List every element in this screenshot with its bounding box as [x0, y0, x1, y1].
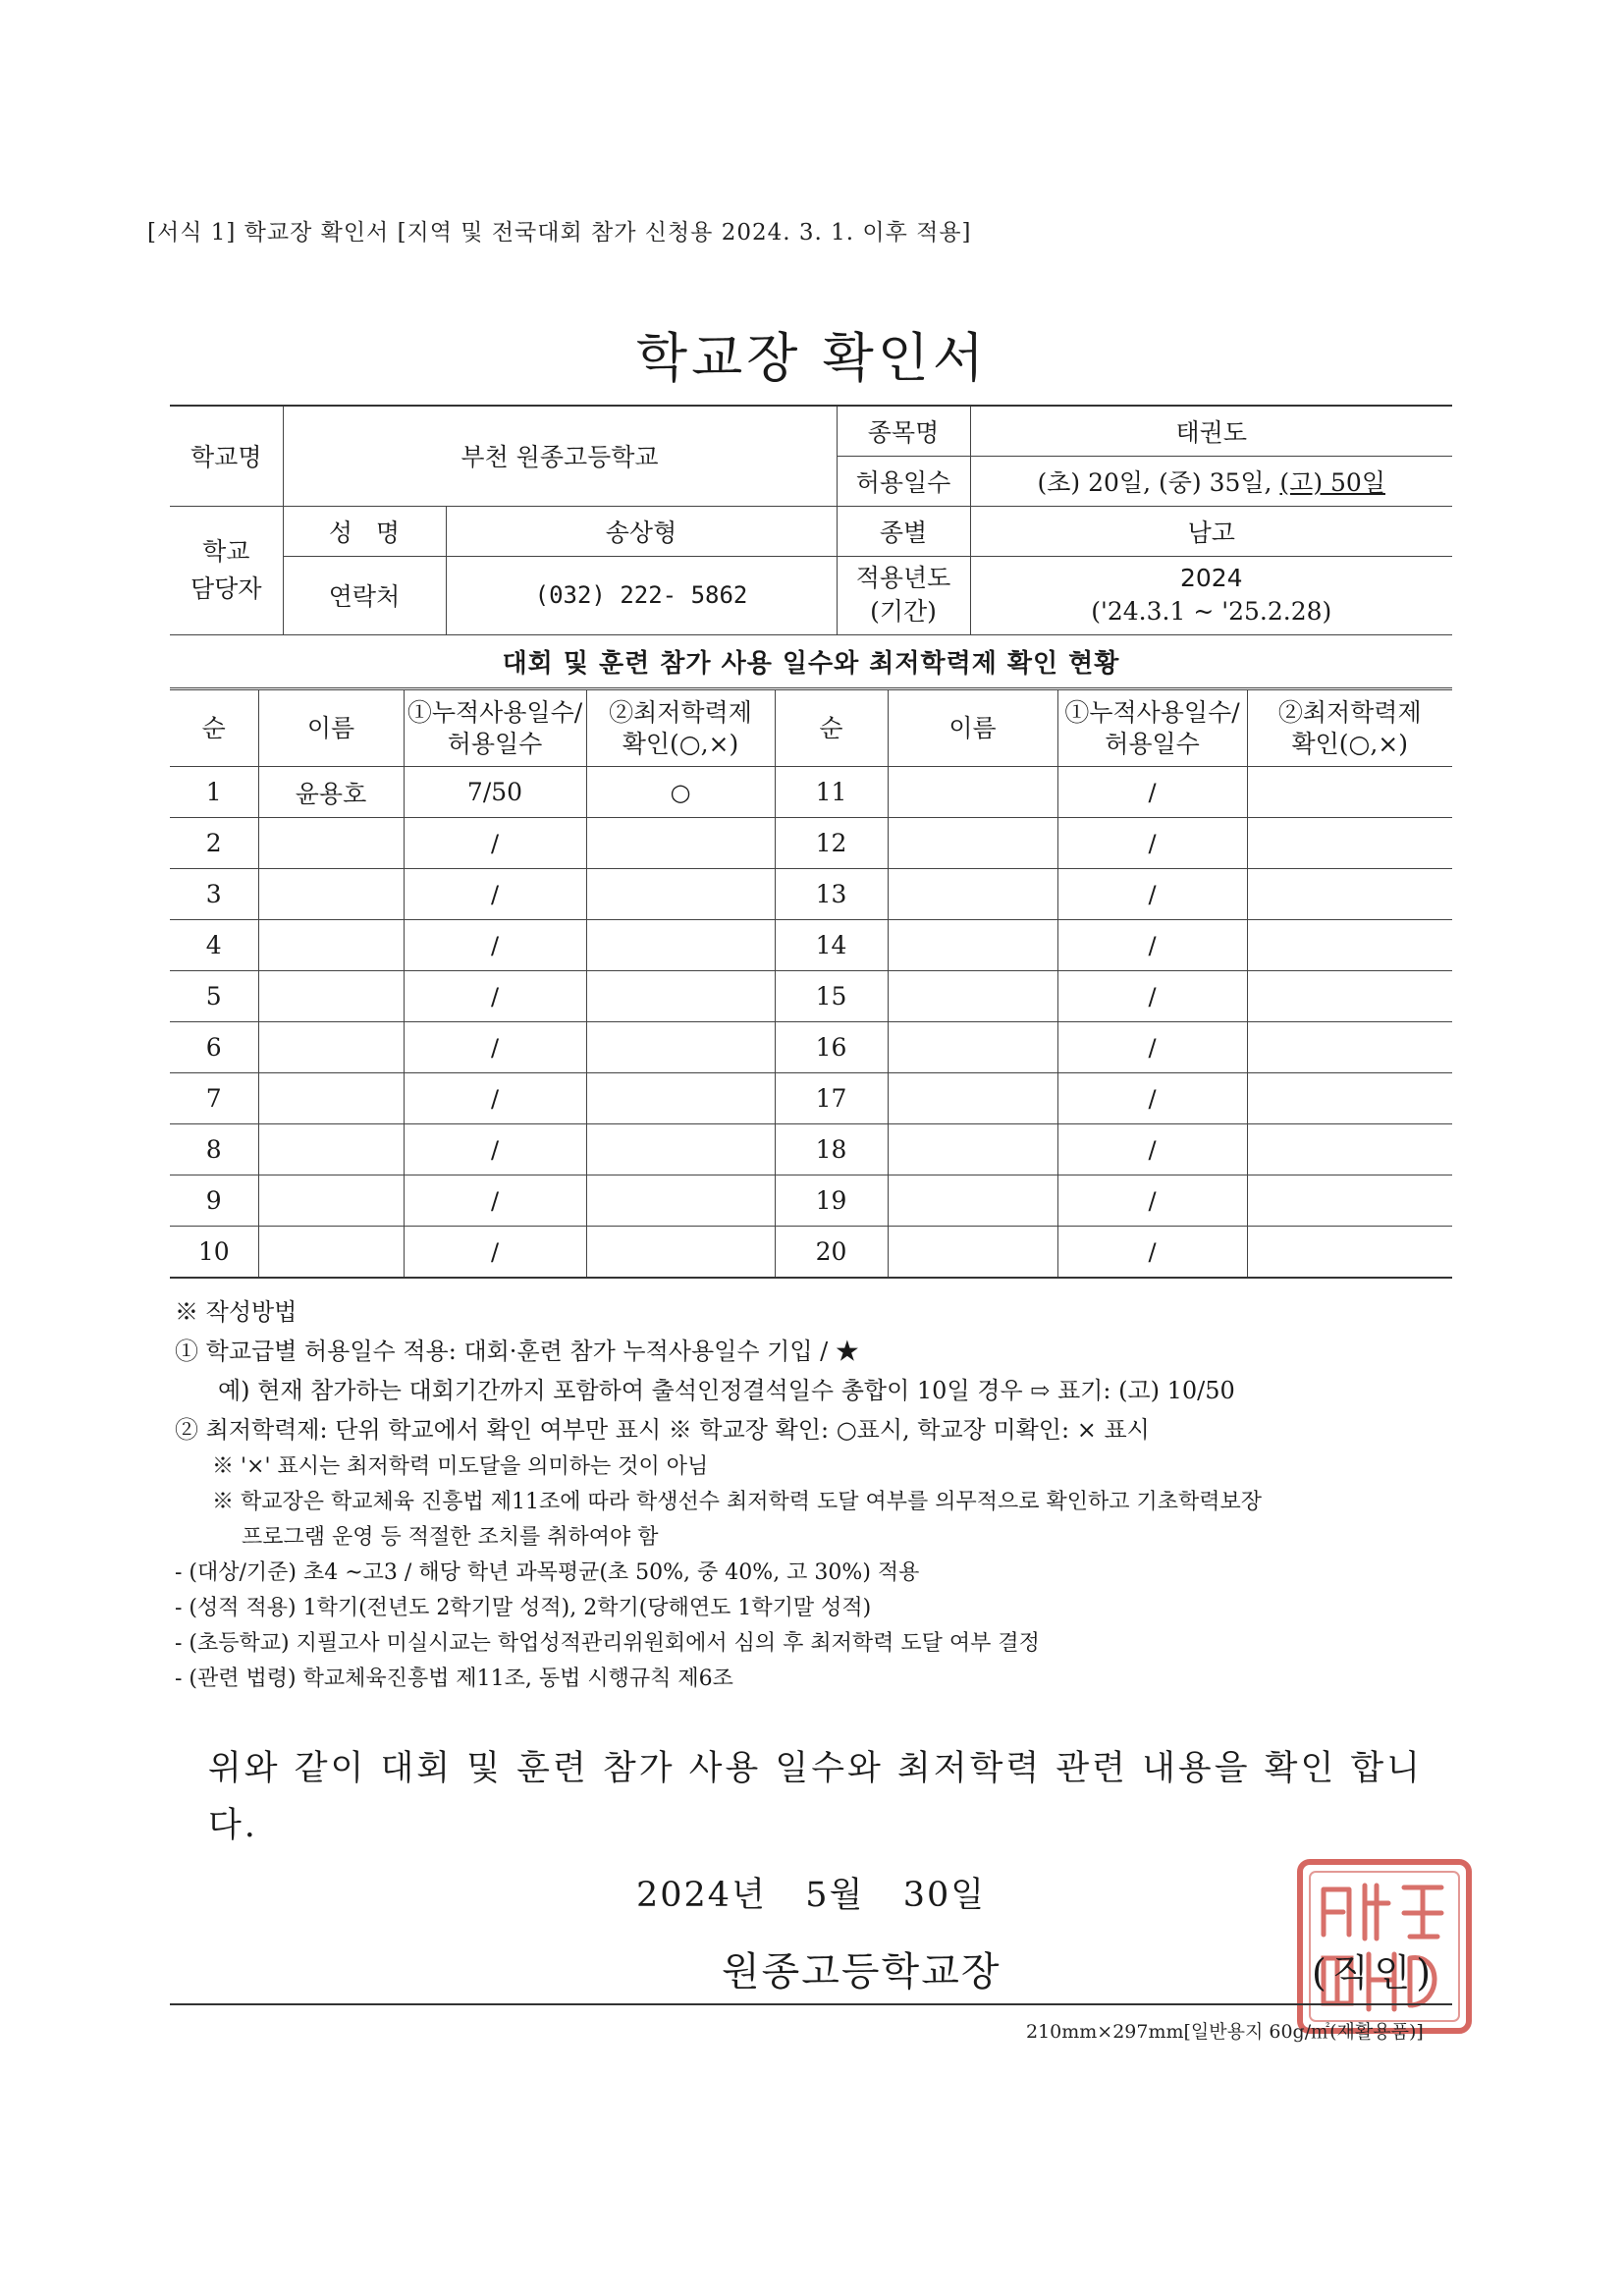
row-days: / — [1057, 1175, 1247, 1227]
row-no: 20 — [775, 1227, 888, 1279]
row-check — [1247, 869, 1452, 920]
row-name — [888, 1073, 1057, 1124]
allowed-days-prefix: (초) 20일, (중) 35일, — [1037, 467, 1280, 497]
row-no: 4 — [170, 920, 258, 971]
row-days: / — [1057, 920, 1247, 971]
header-check-right — [1247, 690, 1452, 767]
row-name: 윤용호 — [258, 767, 404, 818]
row-no: 3 — [170, 869, 258, 920]
row-no: 2 — [170, 818, 258, 869]
row-name — [258, 818, 404, 869]
row-days: / — [404, 1073, 586, 1124]
row-no: 1 — [170, 767, 258, 818]
table-row — [170, 1175, 1452, 1227]
header-check-2: 확인(○,×) — [622, 729, 739, 758]
instruction-2-note-b-cont: 프로그램 운영 등 적절한 조치를 취하여야 함 — [242, 1525, 659, 1550]
manager-label-2: 담당자 — [190, 574, 262, 603]
rule-law: - (관련 법령) 학교체육진흥법 제11조, 동법 시행규칙 제6조 — [175, 1667, 733, 1691]
header-days-1: ①누적사용일수/ — [406, 698, 583, 728]
name-value: 송상형 — [446, 506, 837, 556]
year-label-1: 적용년도 — [855, 564, 951, 592]
row-days: / — [404, 1022, 586, 1073]
row-days: / — [1057, 1124, 1247, 1175]
row-name — [888, 1124, 1057, 1175]
table-row — [170, 1073, 1452, 1124]
row-name — [888, 920, 1057, 971]
period-value: ('24.3.1 ~ '25.2.28) — [1091, 597, 1332, 626]
category-label: 종별 — [837, 506, 970, 556]
row-name — [888, 1227, 1057, 1279]
table-row — [170, 920, 1452, 971]
header-days-right — [1057, 690, 1247, 767]
contact-value: (032) 222- 5862 — [446, 556, 837, 634]
row-no: 17 — [775, 1073, 888, 1124]
principal-title: 원종고등학교장 — [722, 1949, 1001, 1995]
row-no: 14 — [775, 920, 888, 971]
header-no-left: 순 — [170, 690, 258, 767]
manager-label-1: 학교 — [202, 536, 250, 566]
row-check — [586, 971, 775, 1022]
status-table-title: 대회 및 훈련 참가 사용 일수와 최저학력제 확인 현황 — [170, 640, 1452, 688]
row-days: / — [1057, 869, 1247, 920]
row-name — [888, 818, 1057, 869]
allowed-days-value — [970, 456, 1452, 506]
table-row — [170, 767, 1452, 818]
rule-grades: - (성적 적용) 1학기(전년도 2학기말 성적), 2학기(당해연도 1학기말 성적) — [175, 1596, 872, 1620]
row-check — [1247, 1175, 1452, 1227]
row-name — [258, 920, 404, 971]
header-name-right: 이름 — [888, 690, 1057, 767]
status-table — [170, 689, 1452, 1279]
row-name — [258, 1175, 404, 1227]
row-days: / — [404, 920, 586, 971]
form-label: [서식 1] 학교장 확인서 [지역 및 전국대회 참가 신청용 2024. 3. 1. 이후 적용] — [147, 220, 972, 246]
row-check — [1247, 767, 1452, 818]
row-days: / — [404, 1175, 586, 1227]
row-check — [1247, 1022, 1452, 1073]
row-check — [1247, 1227, 1452, 1279]
row-no: 16 — [775, 1022, 888, 1073]
seal-label: (직인) — [1312, 1951, 1437, 1995]
school-value: 부천 원종고등학교 — [283, 406, 837, 506]
row-no: 13 — [775, 869, 888, 920]
row-name — [258, 1073, 404, 1124]
row-check — [1247, 1073, 1452, 1124]
row-check: ○ — [586, 767, 775, 818]
confirmation-text: 위와 같이 대회 및 훈련 참가 사용 일수와 최저학력 관련 내용을 확인 합니다. — [208, 1749, 1423, 1845]
rule-target: - (대상/기준) 초4 ~고3 / 해당 학년 과목평균(초 50%, 중 40%, 고 30%) 적용 — [175, 1560, 920, 1585]
row-check — [1247, 1124, 1452, 1175]
header-no-right: 순 — [775, 690, 888, 767]
row-no: 6 — [170, 1022, 258, 1073]
table-row — [170, 1227, 1452, 1279]
school-label: 학교명 — [170, 406, 283, 506]
row-days: / — [1057, 767, 1247, 818]
sport-value: 태권도 — [970, 406, 1452, 456]
row-days: / — [404, 818, 586, 869]
row-days: 7/50 — [404, 767, 586, 818]
row-days: / — [1057, 1073, 1247, 1124]
table-row — [170, 1022, 1452, 1073]
year-value: 2024 — [1179, 564, 1243, 592]
instruction-2: ② 최저학력제: 단위 학교에서 확인 여부만 표시 ※ 학교장 확인: ○표시, 학교장 미확인: × 표시 — [175, 1416, 1150, 1444]
sport-label: 종목명 — [837, 406, 970, 456]
row-check — [586, 1073, 775, 1124]
instruction-1-example: 예) 현재 참가하는 대회기간까지 포함하여 출석인정결석일수 총합이 10일 경우 ⇨ 표기: (고) 10/50 — [218, 1377, 1235, 1404]
header-name-left: 이름 — [258, 690, 404, 767]
row-check — [1247, 920, 1452, 971]
year-value-cell — [970, 556, 1452, 634]
table-row — [170, 818, 1452, 869]
rule-elementary: - (초등학교) 지필고사 미실시교는 학업성적관리위원회에서 심의 후 최저학력 도달 여부 결정 — [175, 1631, 1040, 1656]
row-check — [586, 920, 775, 971]
header-days-2: 허용일수 — [1105, 729, 1200, 758]
paper-spec: 210mm×297mm[일반용지 60g/㎡(재활용품)] — [1026, 2021, 1424, 2043]
allowed-days-high: (고) 50일 — [1279, 467, 1385, 497]
table-row — [170, 1124, 1452, 1175]
row-days: / — [1057, 1022, 1247, 1073]
row-days: / — [1057, 1227, 1247, 1279]
name-label: 성 명 — [283, 506, 446, 556]
row-no: 12 — [775, 818, 888, 869]
row-name — [258, 1227, 404, 1279]
header-check-left — [586, 690, 775, 767]
row-name — [888, 869, 1057, 920]
instruction-2-note-b: ※ 학교장은 학교체육 진흥법 제11조에 따라 학생선수 최저학력 도달 여부를 의무적으로 확인하고 기초학력보장 — [212, 1490, 1263, 1514]
row-days: / — [404, 971, 586, 1022]
manager-label — [170, 506, 283, 634]
row-no: 15 — [775, 971, 888, 1022]
row-no: 9 — [170, 1175, 258, 1227]
row-name — [258, 1022, 404, 1073]
row-check — [586, 869, 775, 920]
header-check-1: ②최저학력제 — [609, 698, 752, 728]
contact-label: 연락처 — [283, 556, 446, 634]
document-title: 학교장 확인서 — [635, 327, 989, 389]
issue-date: 2024년 5월 30일 — [636, 1876, 987, 1915]
row-name — [888, 1022, 1057, 1073]
row-no: 10 — [170, 1227, 258, 1279]
year-label — [837, 556, 970, 634]
row-days: / — [404, 1227, 586, 1279]
row-no: 11 — [775, 767, 888, 818]
header-days-2: 허용일수 — [447, 729, 543, 758]
row-check — [586, 1022, 775, 1073]
row-no: 18 — [775, 1124, 888, 1175]
row-check — [1247, 818, 1452, 869]
row-name — [258, 971, 404, 1022]
row-check — [586, 1175, 775, 1227]
table-row — [170, 869, 1452, 920]
table-row — [170, 971, 1452, 1022]
instruction-1: ① 학교급별 허용일수 적용: 대회·훈련 참가 누적사용일수 기입 / ★ — [175, 1338, 859, 1365]
row-no: 19 — [775, 1175, 888, 1227]
instructions — [175, 1292, 1471, 1697]
year-label-2: (기간) — [870, 597, 937, 626]
header-check-2: 확인(○,×) — [1291, 729, 1408, 758]
row-no: 5 — [170, 971, 258, 1022]
row-no: 8 — [170, 1124, 258, 1175]
row-name — [888, 1175, 1057, 1227]
row-days: / — [1057, 818, 1247, 869]
row-no: 7 — [170, 1073, 258, 1124]
row-days: / — [1057, 971, 1247, 1022]
row-days: / — [404, 1124, 586, 1175]
header-check-1: ②최저학력제 — [1277, 698, 1422, 728]
row-check — [1247, 971, 1452, 1022]
footer-divider — [170, 2003, 1452, 2005]
instruction-2-note-a: ※ '×' 표시는 최저학력 미도달을 의미하는 것이 아님 — [212, 1454, 709, 1479]
header-days-1: ①누적사용일수/ — [1064, 698, 1240, 728]
category-value: 남고 — [970, 506, 1452, 556]
header-days-left — [404, 690, 586, 767]
row-check — [586, 818, 775, 869]
row-name — [888, 971, 1057, 1022]
row-check — [586, 1227, 775, 1279]
row-days: / — [404, 869, 586, 920]
row-name — [888, 767, 1057, 818]
row-name — [258, 1124, 404, 1175]
row-name — [258, 869, 404, 920]
allowed-days-label: 허용일수 — [837, 456, 970, 506]
instructions-heading: ※ 작성방법 — [175, 1298, 298, 1326]
row-check — [586, 1124, 775, 1175]
info-table — [170, 405, 1452, 635]
